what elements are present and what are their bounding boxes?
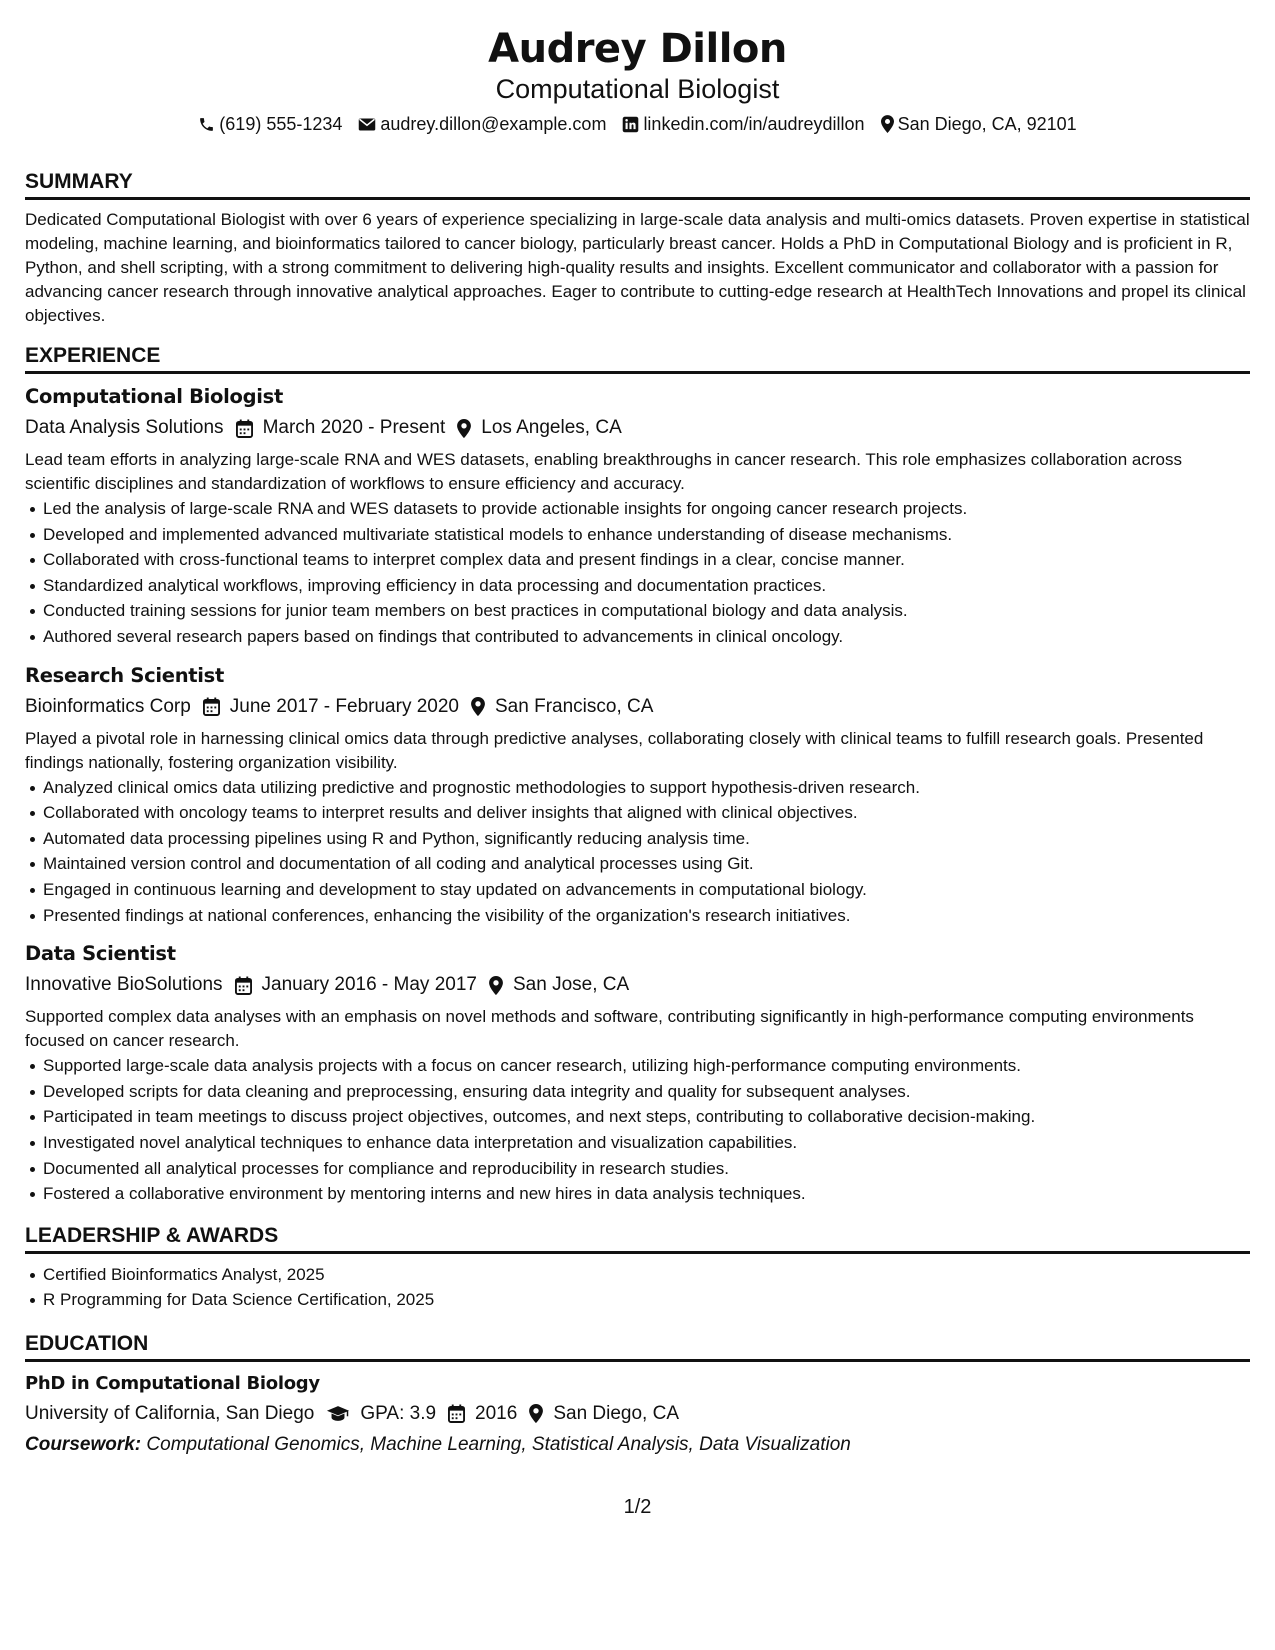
job-location-group xyxy=(471,692,653,722)
degree-title: PhD in Computational Biology xyxy=(25,1372,320,1394)
school-location-group xyxy=(529,1399,679,1429)
job-bullet: Documented all analytical processes for compliance and reproducibility in research studies. xyxy=(43,1156,1250,1182)
contact-linkedin[interactable] xyxy=(622,113,864,135)
coursework-list: Computational Genomics, Machine Learning, Statistical Analysis, Data Visualization xyxy=(146,1433,851,1455)
job-description: Lead team efforts in analyzing large-scale RNA and WES datasets, enabling breakthroughs in cancer research. This role emphasizes collaboration across scientific disciplines and standardization of workflows to ensure efficiency and accuracy. xyxy=(25,450,1182,493)
job-location: San Francisco, CA xyxy=(495,695,654,717)
graduation-cap-icon xyxy=(326,1405,350,1422)
job-bullets xyxy=(25,1053,1250,1207)
job-company: Bioinformatics Corp xyxy=(25,695,191,717)
awards-section xyxy=(25,1223,1250,1313)
job-dates-group xyxy=(203,692,459,722)
job-bullet: Investigated novel analytical techniques to enhance data interpretation and visualization capabilities. xyxy=(43,1130,1250,1156)
map-pin-icon xyxy=(471,697,485,716)
job-bullet: Automated data processing pipelines using R and Python, significantly reducing analysis time. xyxy=(43,826,1250,852)
education-section xyxy=(25,1331,1250,1459)
contact-linkedin-text[interactable]: linkedin.com/in/audreydillon xyxy=(643,114,865,134)
summary-title: SUMMARY xyxy=(25,169,1250,200)
awards-list xyxy=(25,1262,1250,1313)
calendar-icon xyxy=(236,419,253,438)
job-bullet: Conducted training sessions for junior team members on best practices in computational biology and data analysis. xyxy=(43,598,1250,624)
job-bullets xyxy=(25,775,1250,929)
calendar-icon xyxy=(203,697,220,716)
gpa-group xyxy=(326,1399,436,1429)
contact-email-text[interactable]: audrey.dillon@example.com xyxy=(380,114,607,134)
job-company: Innovative BioSolutions xyxy=(25,974,223,996)
job-description: Supported complex data analyses with an emphasis on novel methods and software, contributing significantly in high-performance computing environments focused on cancer research. xyxy=(25,1007,1194,1051)
job-bullet: Developed and implemented advanced multivariate statistical models to enhance understanding of disease mechanisms. xyxy=(43,522,1250,548)
job-bullet: Collaborated with oncology teams to interpret results and deliver insights that aligned with clinical objectives. xyxy=(43,800,1250,826)
job-company: Data Analysis Solutions xyxy=(25,417,224,438)
envelope-icon xyxy=(358,117,376,132)
coursework xyxy=(25,1431,1250,1459)
education-title: EDUCATION xyxy=(25,1331,1250,1362)
grad-year-group xyxy=(448,1399,517,1429)
contact-location-text: San Diego, CA, 92101 xyxy=(897,114,1077,134)
coursework-label: Coursework: xyxy=(25,1433,142,1455)
job-bullet: Developed scripts for data cleaning and preprocessing, ensuring data integrity and quality for subsequent analyses. xyxy=(43,1079,1250,1105)
map-pin-icon xyxy=(489,976,503,995)
job-meta xyxy=(25,692,1250,722)
contact-location xyxy=(881,113,1077,135)
job-bullet: Analyzed clinical omics data utilizing predictive and prognostic methodologies to support hypothesis-driven research. xyxy=(43,775,1250,801)
contact-email[interactable] xyxy=(358,113,606,135)
job-title: Computational Biologist xyxy=(25,385,283,408)
job-location: San Jose, CA xyxy=(512,974,630,996)
contact-bar xyxy=(25,113,1250,135)
job-entry xyxy=(25,662,1250,929)
job-location-group xyxy=(457,413,621,443)
job-bullet: Engaged in continuous learning and development to stay updated on advancements in computational biology. xyxy=(43,877,1250,903)
job-entry xyxy=(25,940,1250,1207)
page-number: 1/2 xyxy=(623,1496,652,1518)
resume-header xyxy=(25,24,1250,135)
job-location: Los Angeles, CA xyxy=(481,417,622,438)
job-dates: March 2020 - Present xyxy=(262,417,446,438)
job-entry xyxy=(25,383,1250,650)
job-location-group xyxy=(489,970,629,1000)
candidate-headline: Computational Biologist xyxy=(495,74,780,104)
calendar-icon xyxy=(448,1404,465,1423)
awards-title: LEADERSHIP & AWARDS xyxy=(25,1223,1250,1254)
job-dates: January 2016 - May 2017 xyxy=(261,974,477,996)
linkedin-icon xyxy=(622,116,639,133)
graduation-year: 2016 xyxy=(475,1402,518,1424)
experience-title: EXPERIENCE xyxy=(25,343,1250,374)
job-description: Played a pivotal role in harnessing clinical omics data through predictive analyses, collaborating closely with clinical teams to fulfill research goals. Presented findings nationally, fostering organization visibility. xyxy=(25,728,1204,772)
map-pin-icon xyxy=(457,419,471,438)
job-title: Data Scientist xyxy=(25,942,176,966)
job-bullets xyxy=(25,496,1250,650)
summary-section xyxy=(25,169,1250,328)
job-bullet: Standardized analytical workflows, improving efficiency in data processing and documentation practices. xyxy=(43,573,1250,599)
contact-phone xyxy=(198,113,342,135)
job-bullet: Maintained version control and documentation of all coding and analytical processes using Git. xyxy=(43,851,1250,877)
education-meta xyxy=(25,1399,1250,1429)
job-bullet: Supported large-scale data analysis projects with a focus on cancer research, utilizing high-performance computing environments. xyxy=(43,1053,1250,1079)
contact-phone-text: (619) 555-1234 xyxy=(219,114,343,134)
job-bullet: Collaborated with cross-functional teams to interpret complex data and present findings in a clear, concise manner. xyxy=(43,547,1250,573)
award-item: Certified Bioinformatics Analyst, 2025 xyxy=(43,1262,1250,1288)
experience-section xyxy=(25,343,1250,1207)
job-dates: June 2017 - February 2020 xyxy=(229,695,459,717)
job-title: Research Scientist xyxy=(25,663,225,687)
job-bullet: Authored several research papers based on findings that contributed to advancements in clinical oncology. xyxy=(43,624,1250,650)
award-item: R Programming for Data Science Certification, 2025 xyxy=(43,1287,1250,1313)
job-bullet: Participated in team meetings to discuss project objectives, outcomes, and next steps, contributing to collaborative decision-making. xyxy=(43,1104,1250,1130)
candidate-name: Audrey Dillon xyxy=(488,26,787,72)
map-pin-icon xyxy=(881,115,894,133)
job-dates-group xyxy=(236,413,446,443)
job-meta xyxy=(25,413,1250,443)
job-bullet: Led the analysis of large-scale RNA and WES datasets to provide actionable insights for ongoing cancer research projects. xyxy=(43,496,1250,522)
gpa: GPA: 3.9 xyxy=(360,1402,437,1424)
job-bullet: Fostered a collaborative environment by mentoring interns and new hires in data analysis techniques. xyxy=(43,1181,1250,1207)
school-name: University of California, San Diego xyxy=(25,1402,315,1424)
job-dates-group xyxy=(235,970,477,1000)
map-pin-icon xyxy=(529,1404,543,1423)
summary-text: Dedicated Computational Biologist with over 6 years of experience specializing in large-scale data analysis and multi-omics datasets. Proven expertise in statistical modeling, machine learning, and bioinformatics tailored to cancer biology, particularly breast cancer. Holds a PhD in Computational Biology and is proficient in R, Python, and shell scripting, with a strong commitment to delivering high-quality results and insights. Excellent communicator and collaborator with a passion for advancing cancer research through innovative analytical approaches. Eager to contribute to cutting-edge research at HealthTech Innovations and propel its clinical objectives. xyxy=(25,210,1250,325)
calendar-icon xyxy=(235,976,252,995)
job-bullet: Presented findings at national conferences, enhancing the visibility of the organization's research initiatives. xyxy=(43,903,1250,929)
phone-icon xyxy=(198,116,215,133)
education-entry xyxy=(25,1371,1250,1459)
school-location: San Diego, CA xyxy=(553,1402,680,1424)
job-meta xyxy=(25,970,1250,1000)
